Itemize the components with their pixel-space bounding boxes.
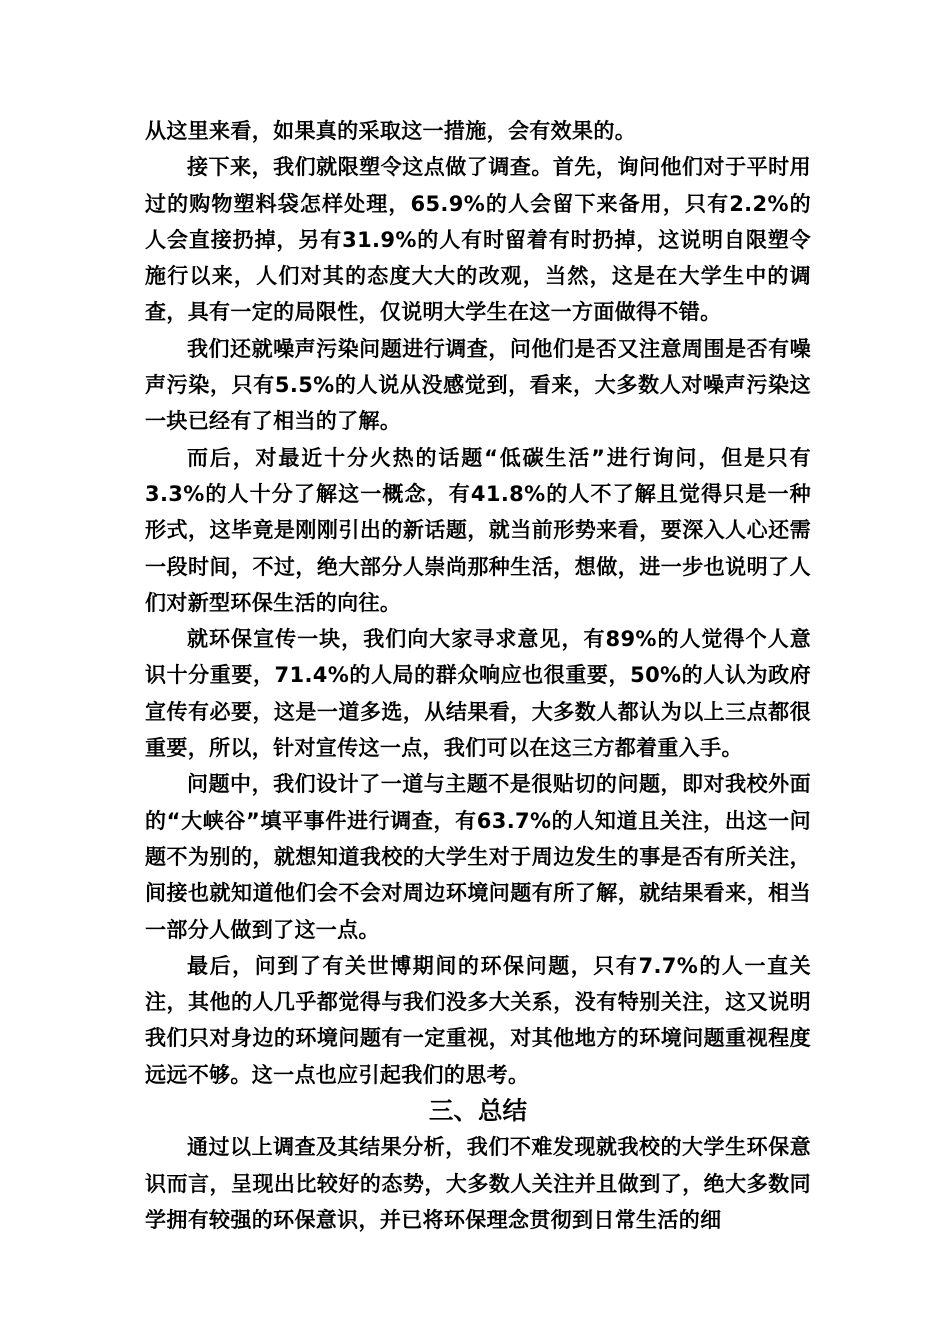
paragraph-noise-pollution: 我们还就噪声污染问题进行调查，问他们是否又注意周围是否有噪声污染，只有5.5%的人说从没感觉到，看来，大多数人对噪声污染这一块已经有了相当的了解。 xyxy=(145,336,811,434)
paragraph-canyon-event: 问题中，我们设计了一道与主题不是很贴切的问题，即对我校外面的“大峡谷”填平事件进行调查，有63.7%的人知道且关注，出这一问题不为别的，就想知道我校的大学生对于周边发生的事是否有所关注，间接也就知道他们会不会对周边环境问题有所了解，就结果看来，相当一部分人做到了这一点。 xyxy=(145,772,811,942)
document-body xyxy=(145,113,811,1238)
paragraph-publicity: 就环保宣传一块，我们向大家寻求意见，有89%的人觉得个人意识十分重要，71.4%的人局的群众响应也很重要，50%的人认为政府宣传有必要，这是一道多选，从结果看，大多数人都认为以上三点都很重要，所以，针对宣传这一点，我们可以在这三方都着重入手。 xyxy=(145,627,811,761)
paragraph-summary: 通过以上调查及其结果分析，我们不难发现就我校的大学生环保意识而言，呈现出比较好的态势，大多数人关注并且做到了，绝大多数同学拥有较强的环保意识，并已将环保理念贯彻到日常生活的细 xyxy=(145,1135,811,1232)
paragraph-expo: 最后，问到了有关世博期间的环保问题，只有7.7%的人一直关注，其他的人几乎都觉得与我们没多大关系，没有特别关注，这又说明我们只对身边的环境问题有一定重视，对其他地方的环境问题重视程度远远不够。这一点也应引起我们的思考。 xyxy=(145,953,811,1087)
paragraph-plastic-ban: 接下来，我们就限塑令这点做了调查。首先，询问他们对于平时用过的购物塑料袋怎样处理，65.9%的人会留下来备用，只有2.2%的人会直接扔掉，另有31.9%的人有时留着有时扔掉，这说明自限塑令施行以来，人们对其的态度大大的改观，当然，这是在大学生中的调查，具有一定的局限性，仅说明大学生在这一方面做得不错。 xyxy=(145,155,811,325)
paragraph-low-carbon: 而后，对最近十分火热的话题“低碳生活”进行询问，但是只有3.3%的人十分了解这一概念，有41.8%的人不了解且觉得只是一种形式，这毕竟是刚刚引出的新话题，就当前形势来看，要深入人心还需一段时间，不过，绝大部分人崇尚那种生活，想做，进一步也说明了人们对新型环保生活的向往。 xyxy=(145,445,811,615)
section-heading: 三、总结 xyxy=(428,1096,528,1126)
paragraph-continuation: 从这里来看，如果真的采取这一措施，会有效果的。 xyxy=(145,119,637,143)
